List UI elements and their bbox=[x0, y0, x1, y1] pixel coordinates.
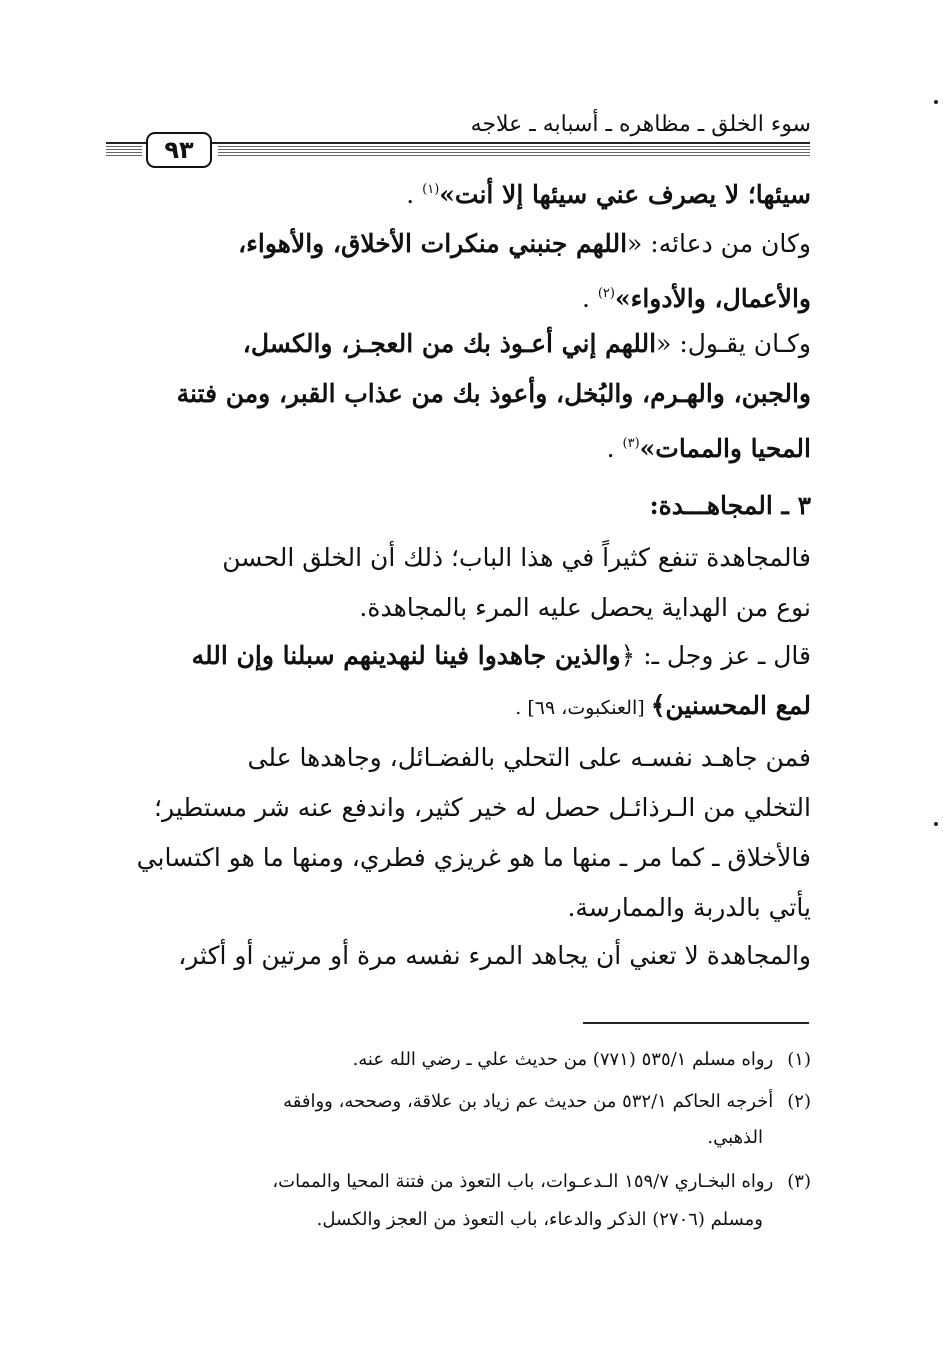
scan-speck bbox=[934, 100, 938, 104]
line-end: . bbox=[406, 180, 423, 209]
dua-text: اللهم جنبني منكرات الأخلاق، والأهواء، bbox=[238, 229, 628, 258]
text-line-11: فمن جاهـد نفسـه على التحلي بالفضـائل، وجاهدها على bbox=[247, 743, 811, 772]
footnote-2 bbox=[283, 1088, 811, 1116]
text-line-5: والجبن، والهـرم، والبُخل، وأعوذ بك من عذاب القبر، ومن فتنة bbox=[176, 379, 811, 408]
header-hatch-right bbox=[218, 146, 810, 156]
intro-text: وكان من دعائه: « bbox=[627, 229, 811, 258]
footnote-ref-1: (١) bbox=[422, 182, 440, 197]
footnote-number: (١) bbox=[787, 1049, 811, 1070]
line-end: . bbox=[606, 434, 623, 463]
footnote-1 bbox=[353, 1046, 811, 1074]
dua-text: المحيا والممات» bbox=[639, 434, 811, 463]
footnote-2-cont: الذهبي. bbox=[707, 1127, 763, 1148]
intro-text: قال ـ عز وجل ـ: ﴿ bbox=[620, 641, 811, 670]
text-line-13: فالأخلاق ـ كما مر ـ منها ما هو غريزي فطري، ومنها ما هو اكتسابي bbox=[136, 843, 811, 872]
text-line-7: فالمجاهدة تنفع كثيراً في هذا الباب؛ ذلك أن الخلق الحسن bbox=[222, 543, 811, 572]
text-line-1 bbox=[406, 172, 811, 213]
text-line-3 bbox=[582, 276, 811, 317]
page-number bbox=[146, 132, 212, 168]
text-line-6 bbox=[607, 426, 811, 467]
footnote-number: (٣) bbox=[787, 1171, 811, 1192]
text-line-8: نوع من الهداية يحصل عليه المرء بالمجاهدة. bbox=[359, 593, 811, 622]
text-line-9 bbox=[192, 638, 811, 674]
text-line-10 bbox=[515, 688, 811, 726]
text-line-12: التخلي من الـرذائـل حصل له خير كثير، واندفع عنه شر مستطير؛ bbox=[154, 793, 811, 822]
footnote-ref-3: (٣) bbox=[622, 436, 640, 451]
page-number-text: ٩٣ bbox=[164, 136, 194, 164]
footnote-separator bbox=[583, 1022, 809, 1024]
header-hatch-left bbox=[106, 146, 142, 156]
text-line-2 bbox=[238, 226, 811, 262]
text-line-14: يأتي بالدربة والممارسة. bbox=[567, 893, 811, 922]
quran-verse: لمع المحسنين﴾ bbox=[650, 691, 811, 720]
verse-citation: [العنكبوت، ٦٩] . bbox=[515, 697, 651, 719]
footnote-text: أخرجه الحاكم ٥٣٢/١ من حديث عم زياد بن علاقة، وصححه، ووافقه bbox=[283, 1091, 774, 1112]
scan-speck bbox=[934, 822, 938, 826]
footnote-number: (٢) bbox=[787, 1091, 811, 1112]
footnote-3 bbox=[272, 1168, 811, 1196]
footnote-text: رواه البخـاري ١٥٩/٧ الـدعـوات، باب التعوذ من فتنة المحيا والممات، bbox=[272, 1171, 774, 1192]
hadith-text: سيئها؛ لا يصرف عني سيئها إلا أنت» bbox=[439, 180, 811, 209]
footnote-3-cont: ومسلم (٢٧٠٦) الذكر والدعاء، باب التعوذ من العجز والكسل. bbox=[316, 1209, 763, 1230]
section-heading: ٣ ـ المجاهـــدة: bbox=[649, 491, 811, 520]
text-line-15: والمجاهدة لا تعني أن يجاهد المرء نفسه مرة أو مرتين أو أكثر، bbox=[178, 941, 811, 970]
dua-text: اللهم إني أعـوذ بك من العجـز، والكسل، bbox=[242, 329, 657, 358]
intro-text: وكـان يقـول: « bbox=[656, 329, 811, 358]
line-end: . bbox=[581, 284, 598, 313]
dua-text: والأعمال، والأدواء» bbox=[614, 284, 811, 313]
text-line-4 bbox=[243, 326, 811, 362]
footnote-text: رواه مسلم ٥٣٥/١ (٧٧١) من حديث علي ـ رضي الله عنه. bbox=[352, 1049, 774, 1070]
quran-verse: والذين جاهدوا فينا لنهدينهم سبلنا وإن الله bbox=[191, 641, 621, 670]
running-header-title: سوء الخلق ـ مظاهره ـ أسبابه ـ علاجه bbox=[470, 112, 811, 137]
footnote-ref-2: (٢) bbox=[597, 286, 615, 301]
